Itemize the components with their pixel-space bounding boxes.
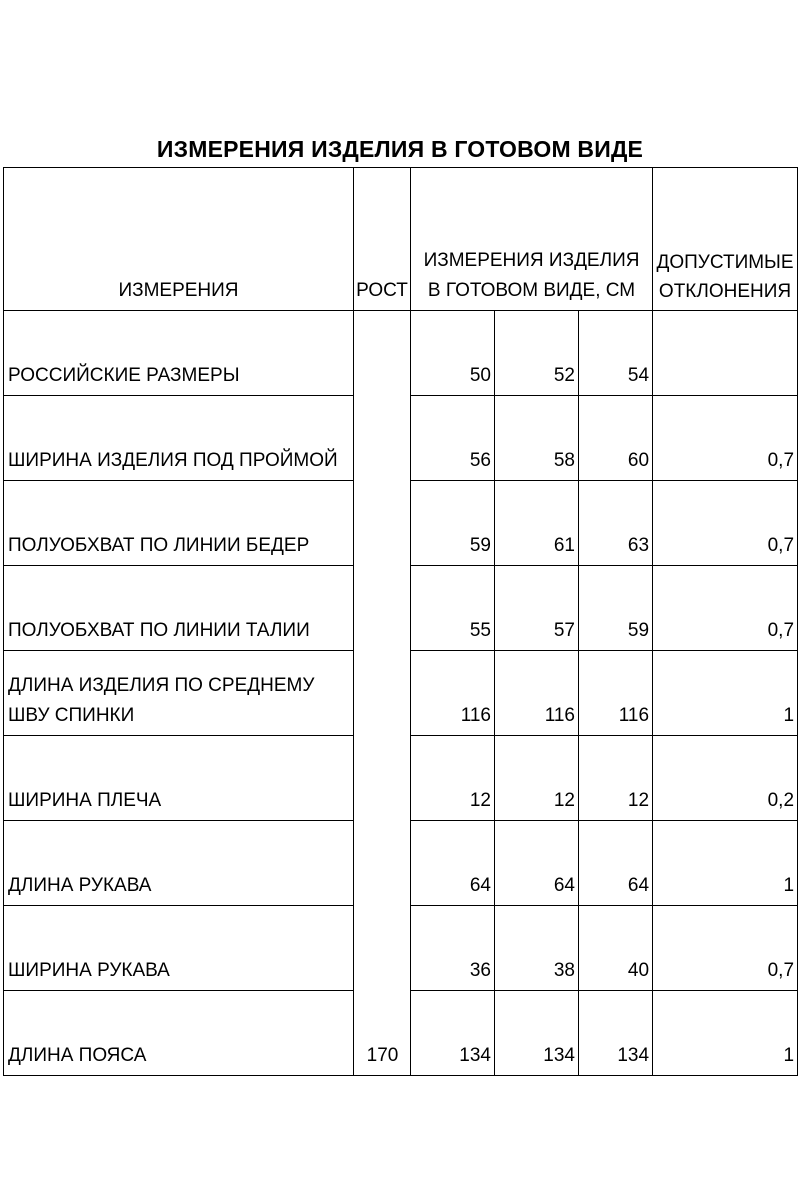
size-value: 64 [579, 821, 653, 906]
size-value: 116 [579, 651, 653, 736]
size-value: 61 [495, 481, 579, 566]
deviation-value: 1 [653, 991, 798, 1076]
size-value: 116 [411, 651, 495, 736]
deviation-value: 0,2 [653, 736, 798, 821]
size-value: 60 [579, 396, 653, 481]
size-value: 134 [579, 991, 653, 1076]
measurement-label: ШИРИНА РУКАВА [4, 906, 354, 991]
size-value: 54 [579, 311, 653, 396]
measurement-label: ДЛИНА ИЗДЕЛИЯ ПО СРЕДНЕМУ ШВУ СПИНКИ [4, 651, 354, 736]
measurement-label: ШИРИНА ИЗДЕЛИЯ ПОД ПРОЙМОЙ [4, 396, 354, 481]
deviation-value: 0,7 [653, 396, 798, 481]
size-value: 134 [495, 991, 579, 1076]
deviation-value: 1 [653, 651, 798, 736]
header-deviations: ДОПУСТИМЫЕ ОТКЛОНЕНИЯ [653, 168, 798, 311]
header-dimensions: ИЗМЕРЕНИЯ ИЗДЕЛИЯ В ГОТОВОМ ВИДЕ, СМ [411, 168, 653, 311]
deviation-value: 1 [653, 821, 798, 906]
size-value: 38 [495, 906, 579, 991]
size-value: 56 [411, 396, 495, 481]
size-value: 58 [495, 396, 579, 481]
size-value: 40 [579, 906, 653, 991]
measurement-label: ДЛИНА РУКАВА [4, 821, 354, 906]
size-value: 64 [495, 821, 579, 906]
measurement-label: РОССИЙСКИЕ РАЗМЕРЫ [4, 311, 354, 396]
deviation-value: 0,7 [653, 566, 798, 651]
size-value: 59 [411, 481, 495, 566]
size-table [3, 167, 798, 1076]
size-value: 12 [495, 736, 579, 821]
size-value: 12 [579, 736, 653, 821]
measurement-label: ШИРИНА ПЛЕЧА [4, 736, 354, 821]
deviation-value [653, 311, 798, 396]
table-row [4, 311, 798, 396]
size-value: 52 [495, 311, 579, 396]
height-value: 170 [354, 311, 411, 1076]
deviation-value: 0,7 [653, 481, 798, 566]
size-value: 116 [495, 651, 579, 736]
header-measurements: ИЗМЕРЕНИЯ [4, 168, 354, 311]
header-height: РОСТ [354, 168, 411, 311]
size-value: 12 [411, 736, 495, 821]
measurement-label: ДЛИНА ПОЯСА [4, 991, 354, 1076]
page-title: ИЗМЕРЕНИЯ ИЗДЕЛИЯ В ГОТОВОМ ВИДЕ [156, 136, 644, 162]
deviation-value: 0,7 [653, 906, 798, 991]
size-value: 36 [411, 906, 495, 991]
size-value: 64 [411, 821, 495, 906]
measurement-label: ПОЛУОБХВАТ ПО ЛИНИИ ТАЛИИ [4, 566, 354, 651]
size-value: 134 [411, 991, 495, 1076]
measurement-label: ПОЛУОБХВАТ ПО ЛИНИИ БЕДЕР [4, 481, 354, 566]
size-value: 63 [579, 481, 653, 566]
size-value: 55 [411, 566, 495, 651]
size-value: 57 [495, 566, 579, 651]
table-header-row [4, 168, 798, 311]
size-value: 50 [411, 311, 495, 396]
size-value: 59 [579, 566, 653, 651]
size-table-body [4, 168, 798, 1076]
